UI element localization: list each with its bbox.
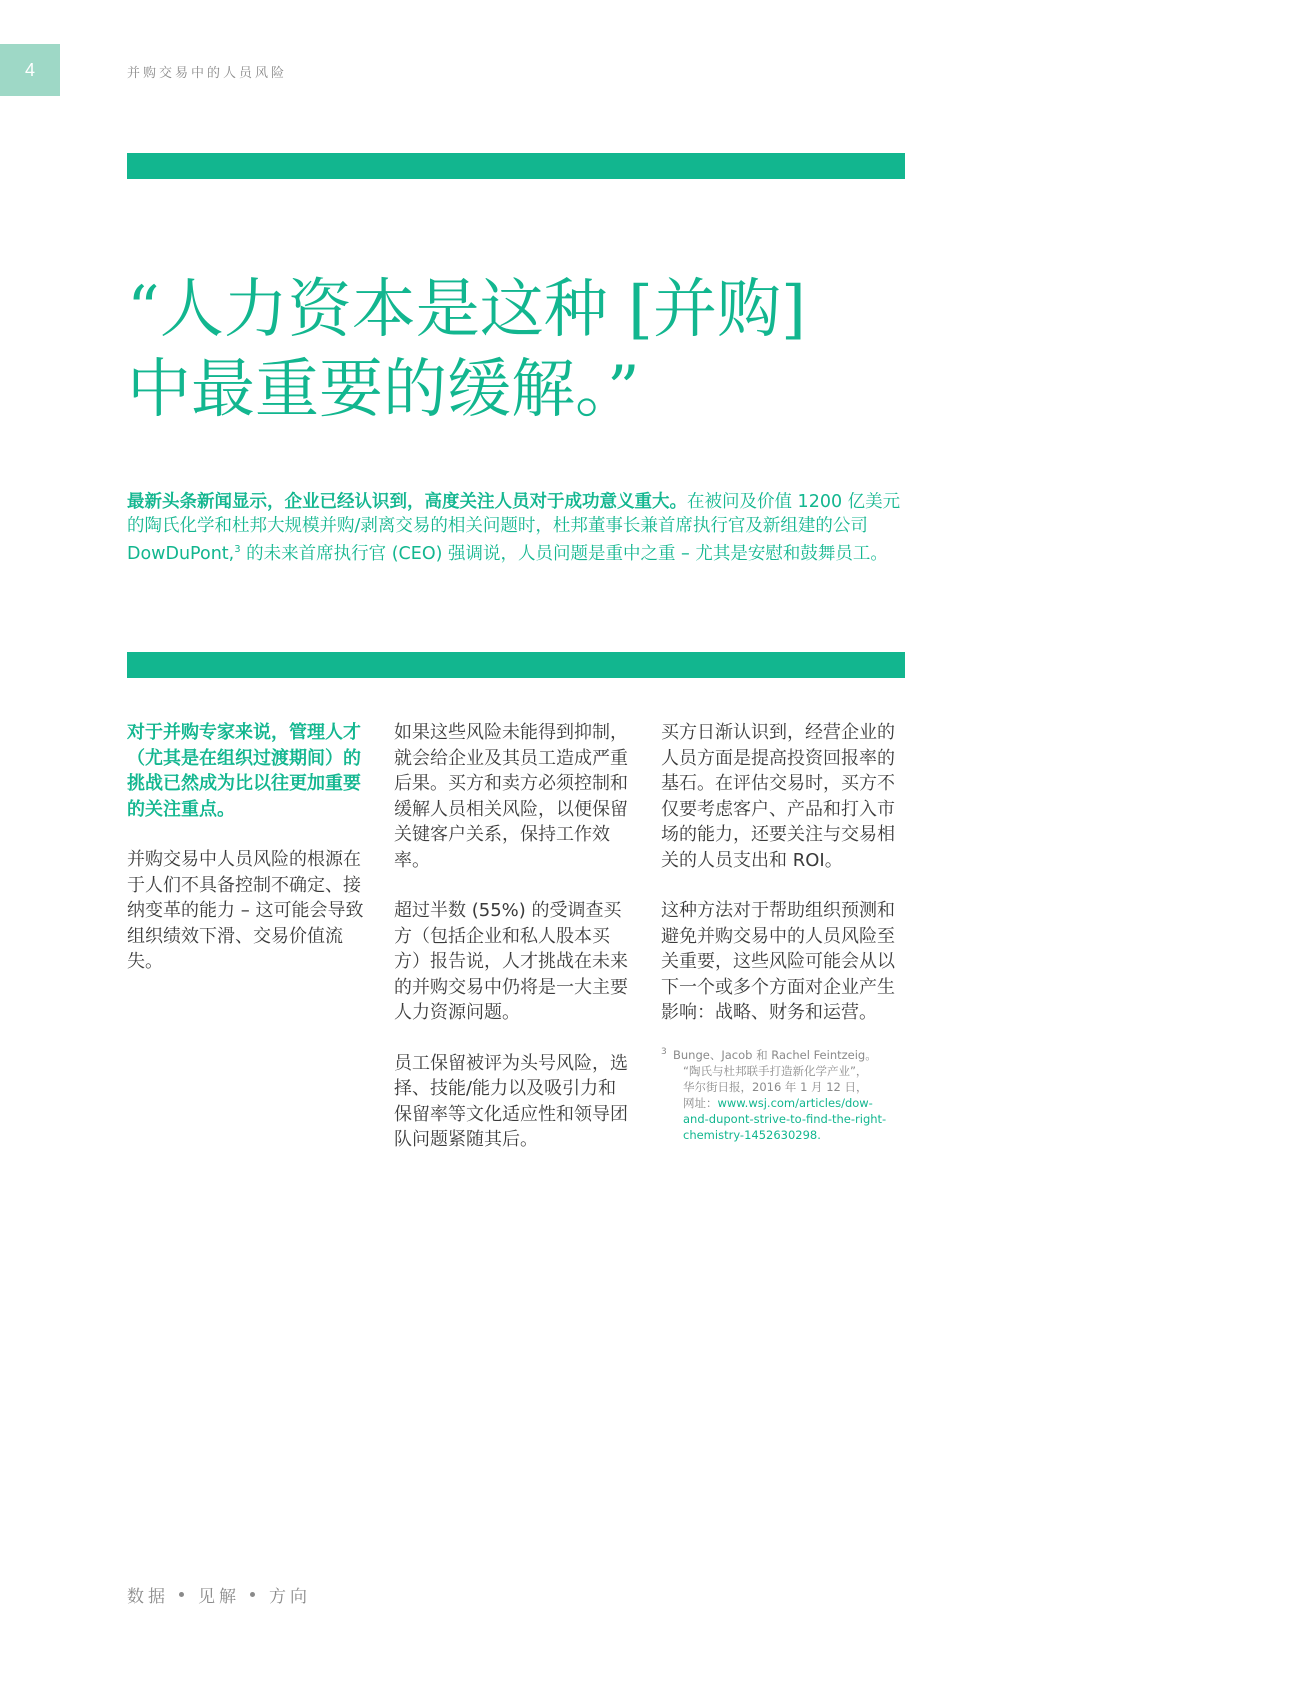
intro-paragraph	[127, 490, 907, 566]
column-2-paragraph-2: 超过半数 (55%) 的受调查买方（包括企业和私人股本买方）报告说，人才挑战在未来的并购交易中仍将是一大主要人力资源问题。	[394, 900, 628, 1023]
intro-body-end: 的未来首席执行官 (CEO) 强调说，人员问题是重中之重 – 尤其是安慰和鼓舞员工。	[240, 543, 888, 564]
pull-quote	[127, 270, 927, 430]
column-2-paragraph-1: 如果这些风险未能得到抑制，就会给企业及其员工造成严重后果。买方和卖方必须控制和缓解人员相关风险，以便保留关键客户关系，保持工作效率。	[394, 722, 628, 871]
page-number-tab	[0, 44, 60, 96]
pull-quote-line-2: 中最重要的缓解。”	[127, 353, 640, 427]
top-divider-bar	[127, 153, 905, 179]
footnote-mark: 3	[661, 1046, 667, 1057]
footer-item-insight: 见解	[198, 1587, 240, 1607]
column-3-paragraph-2: 这种方法对于帮助组织预测和避免并购交易中的人员风险至关重要，这些风险可能会从以下一个或多个方面对企业产生影响：战略、财务和运营。	[661, 900, 895, 1023]
footnote-url-label: 网址：	[683, 1095, 718, 1110]
footnote-title: “陶氏与杜邦联手打造新化学产业”，	[683, 1063, 868, 1078]
intro-body: 在被问及价值 1200 亿美元的陶氏化学和杜邦大规模并购/剥离交易的相关问题时，杜邦董事长兼首席执行官及新组建的公司 DowDuPont,	[127, 492, 901, 564]
footnote-link-part-3[interactable]: chemistry-1452630298.	[683, 1127, 821, 1142]
intro-lead: 最新头条新闻显示，企业已经认识到，高度关注人员对于成功意义重大。	[127, 492, 687, 512]
column-1-lead: 对于并购专家来说，管理人才（尤其是在组织过渡期间）的挑战已然成为比以往更加重要的关注重点。	[127, 722, 361, 820]
footnote-url-line	[673, 1095, 908, 1111]
column-2-paragraph-3: 员工保留被评为头号风险，选择、技能/能力以及吸引力和保留率等文化适应性和领导团队问题紧随其后。	[394, 1052, 628, 1150]
running-header: 并购交易中的人员风险	[127, 66, 288, 81]
middle-divider-bar	[127, 652, 905, 678]
column-2	[394, 720, 634, 1178]
footnote-link-part-2[interactable]: and-dupont-strive-to-find-the-right-	[683, 1111, 887, 1126]
column-1-paragraph: 并购交易中人员风险的根源在于人们不具备控制不确定、接纳变革的能力 – 这可能会导致组织绩效下滑、交易价值流失。	[127, 849, 364, 972]
page-footer	[127, 1582, 311, 1607]
footer-item-direction: 方向	[269, 1587, 311, 1607]
footer-item-data: 数据	[127, 1587, 169, 1607]
footer-dot-separator	[250, 1592, 255, 1597]
footnote	[661, 1047, 908, 1143]
column-1	[127, 720, 367, 1000]
footer-dot-separator	[179, 1592, 184, 1597]
column-3	[661, 720, 901, 1143]
footnote-authors: Bunge、Jacob 和 Rachel Feintzeig。	[673, 1047, 877, 1062]
pull-quote-line-1: “人力资本是这种 [并购]	[127, 273, 806, 347]
footnote-link-part-1[interactable]: www.wsj.com/articles/dow-	[717, 1095, 873, 1110]
footnote-ref[interactable]: 3	[234, 544, 241, 555]
footnote-source: 华尔街日报，2016 年 1 月 12 日，	[683, 1079, 868, 1094]
column-3-paragraph-1: 买方日渐认识到，经营企业的人员方面是提高投资回报率的基石。在评估交易时，买方不仅要考虑客户、产品和打入市场的能力，还要关注与交易相关的人员支出和 ROI。	[661, 722, 895, 871]
page-number: 4	[24, 59, 35, 80]
